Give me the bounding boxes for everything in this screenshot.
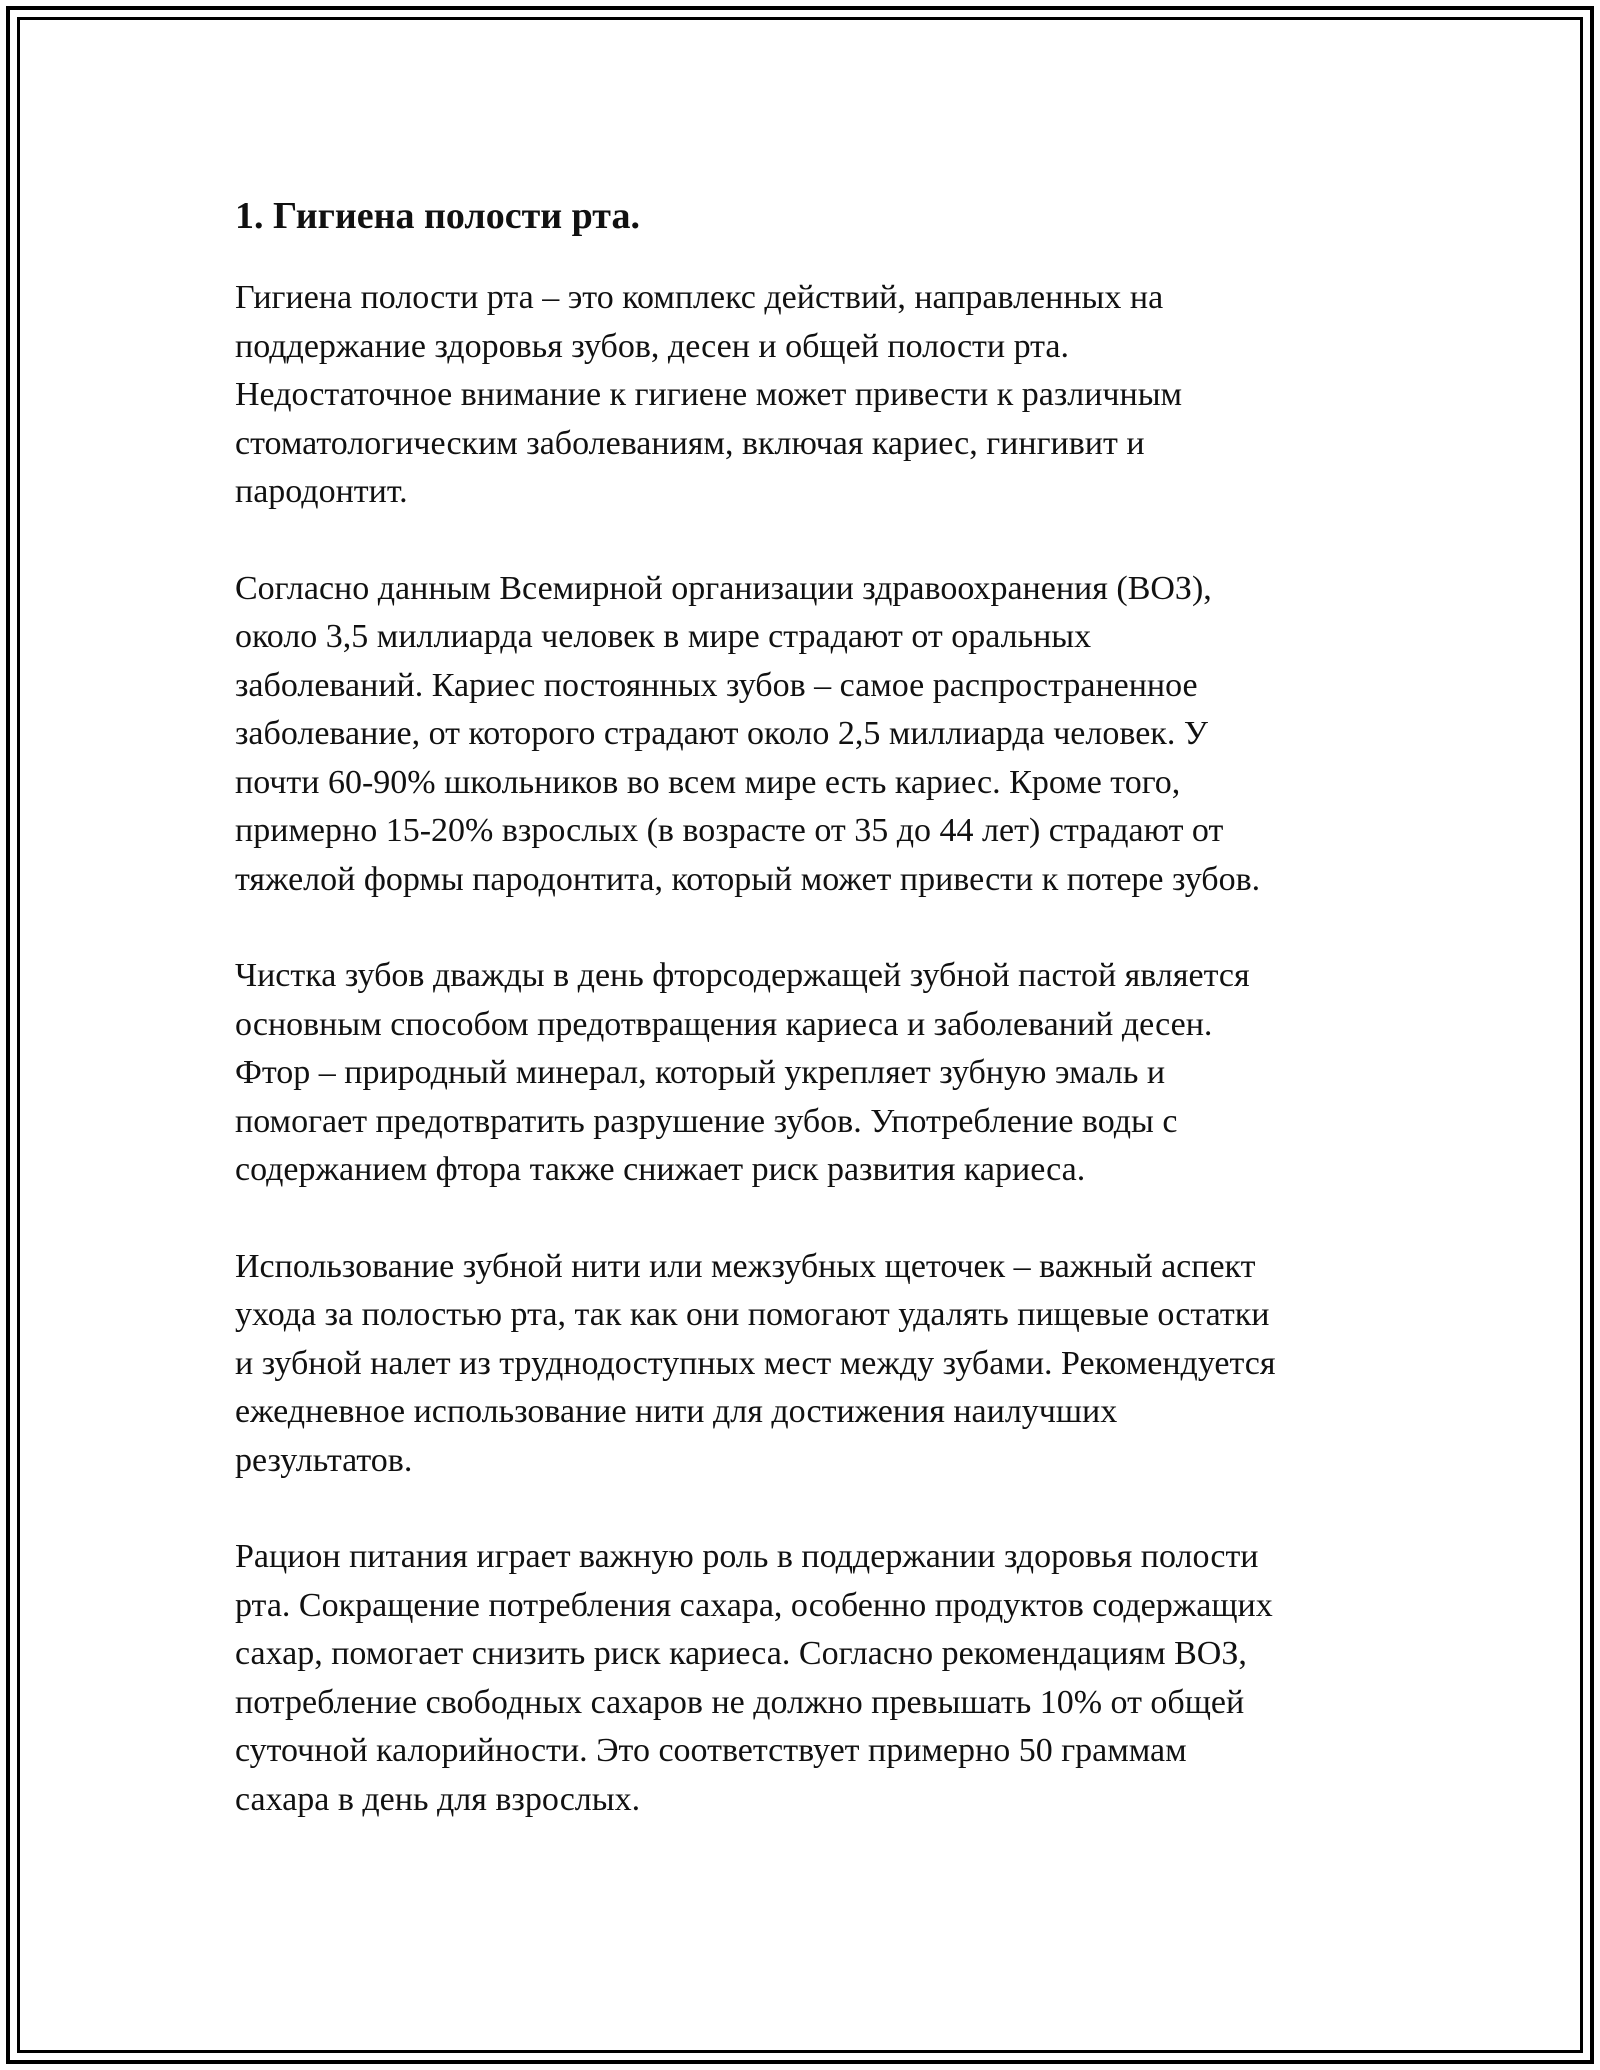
paragraph-line: рта. Сокращение потребления сахара, особенно продуктов содержащих: [235, 1586, 1273, 1624]
paragraph-line: ежедневное использование нити для достижения наилучших: [235, 1393, 1118, 1430]
paragraph-line: сахар, помогает снизить риск кариеса. Согласно рекомендациям ВОЗ,: [235, 1635, 1247, 1672]
paragraph-who-statistics: [235, 565, 1375, 905]
paragraph-line: Чистка зубов дважды в день фторсодержащей зубной пастой является: [235, 957, 1250, 994]
paragraph-line: поддержание здоровья зубов, десен и общей полости рта.: [235, 327, 1070, 365]
paragraph-diet-sugar: [235, 1533, 1375, 1824]
paragraph-line: заболеваний. Кариес постоянных зубов – самое распространенное: [235, 666, 1198, 704]
paragraph-line: пародонтит.: [235, 473, 408, 510]
paragraph-line: Использование зубной нити или межзубных щеточек – важный аспект: [235, 1247, 1256, 1285]
paragraph-line: ухода за полостью рта, так как они помогают удалять пищевые остатки: [235, 1296, 1270, 1333]
paragraph-line: Рацион питания играет важную роль в поддержании здоровья полости: [235, 1538, 1259, 1575]
section-heading: 1. Гигиена полости рта.: [235, 195, 640, 237]
paragraph-line: Фтор – природный минерал, который укрепляет зубную эмаль и: [235, 1054, 1166, 1091]
paragraph-line: основным способом предотвращения кариеса и заболеваний десен.: [235, 1005, 1213, 1043]
paragraph-line: результатов.: [235, 1441, 413, 1479]
paragraph-oral-hygiene-definition: [235, 274, 1375, 517]
paragraph-flossing: [235, 1243, 1375, 1486]
paragraph-line: Гигиена полости рта – это комплекс действий, направленных на: [235, 279, 1164, 316]
paragraph-line: около 3,5 миллиарда человек в мире страдают от оральных: [235, 618, 1092, 655]
paragraph-line: сахара в день для взрослых.: [235, 1780, 641, 1818]
paragraph-line: Недостаточное внимание к гигиене может привести к различным: [235, 376, 1183, 413]
document-body: [235, 184, 1375, 1872]
paragraph-line: Согласно данным Всемирной организации здравоохранения (ВОЗ),: [235, 569, 1212, 607]
paragraph-line: и зубной налет из труднодоступных мест между зубами. Рекомендуется: [235, 1344, 1276, 1382]
paragraph-line: заболевание, от которого страдают около 2,5 миллиарда человек. У: [235, 715, 1208, 752]
paragraph-line: тяжелой формы пародонтита, который может привести к потере зубов.: [235, 860, 1261, 898]
paragraph-line: примерно 15-20% взрослых (в возрасте от 35 до 44 лет) страдают от: [235, 812, 1224, 849]
paragraph-line: суточной калорийности. Это соответствует примерно 50 граммам: [235, 1732, 1187, 1769]
paragraph-line: содержанием фтора также снижает риск развития кариеса.: [235, 1151, 1086, 1188]
paragraph-line: почти 60-90% школьников во всем мире есть кариес. Кроме того,: [235, 763, 1181, 801]
paragraph-brushing-fluoride: [235, 952, 1375, 1195]
paragraph-line: потребление свободных сахаров не должно превышать 10% от общей: [235, 1683, 1245, 1721]
paragraph-line: помогает предотвратить разрушение зубов. Употребление воды с: [235, 1102, 1178, 1140]
paragraph-line: стоматологическим заболеваниям, включая кариес, гингивит и: [235, 424, 1145, 462]
